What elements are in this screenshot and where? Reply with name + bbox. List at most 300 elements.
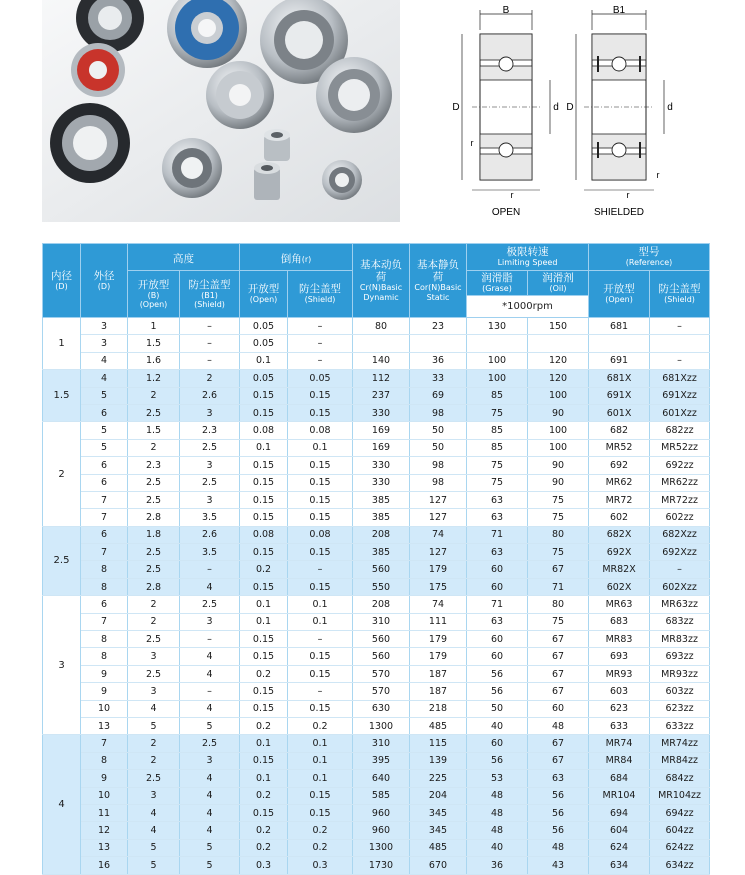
cell-dynamic-load: 960 [353, 822, 410, 839]
cell-dynamic-load: 237 [353, 387, 410, 404]
cell-height-open: 2.5 [128, 665, 180, 682]
cell-speed-grease: 48 [467, 804, 528, 821]
header-outer-en: (D) [97, 281, 111, 291]
header-chamfer-open-cn: 开放型 [247, 283, 280, 296]
cell-chamfer-open: 0.2 [240, 665, 288, 682]
header-speed [467, 244, 589, 271]
cell-chamfer-shield: 0.1 [288, 596, 353, 613]
cell-speed-grease: 130 [467, 318, 528, 335]
cell-chamfer-shield: – [288, 352, 353, 369]
cell-speed-grease: 63 [467, 544, 528, 561]
cell-static-load: 98 [410, 457, 467, 474]
cell-speed-oil: 75 [528, 613, 589, 630]
cell-ref-open: 682X [589, 526, 650, 543]
cell-ref-shield: MR93zz [650, 665, 710, 682]
cell-chamfer-open: 0.15 [240, 491, 288, 508]
cell-speed-grease: 63 [467, 613, 528, 630]
cell-chamfer-open: 0.15 [240, 544, 288, 561]
header-dynamic [353, 244, 410, 318]
table-row [43, 857, 710, 874]
cell-ref-open: 691 [589, 352, 650, 369]
table-row [43, 683, 710, 700]
cell-height-open: 2 [128, 752, 180, 769]
cell-chamfer-shield: 0.15 [288, 509, 353, 526]
cell-static-load: 179 [410, 631, 467, 648]
cell-speed-grease: 60 [467, 735, 528, 752]
cell-speed-oil: 100 [528, 439, 589, 456]
cell-height-shield: 2.6 [180, 387, 240, 404]
cell-outer-dia: 3 [81, 335, 128, 352]
cell-outer-dia: 7 [81, 613, 128, 630]
cell-dynamic-load: 385 [353, 509, 410, 526]
cell-chamfer-shield: 0.15 [288, 700, 353, 717]
cell-speed-oil: 67 [528, 683, 589, 700]
cell-speed-grease: 75 [467, 404, 528, 421]
header-height-shield [180, 271, 240, 318]
header-bore [43, 244, 81, 318]
cell-speed-oil [528, 335, 589, 352]
cell-outer-dia: 5 [81, 439, 128, 456]
cell-ref-shield: MR74zz [650, 735, 710, 752]
cell-dynamic-load: 570 [353, 683, 410, 700]
cell-chamfer-shield: 0.15 [288, 387, 353, 404]
cell-outer-dia: 9 [81, 770, 128, 787]
header-outer [81, 244, 128, 318]
cell-height-shield: 2.5 [180, 596, 240, 613]
cell-ref-open: MR84 [589, 752, 650, 769]
cell-outer-dia: 13 [81, 717, 128, 734]
cell-ref-shield: MR104zz [650, 787, 710, 804]
cell-static-load: 127 [410, 491, 467, 508]
table-row [43, 509, 710, 526]
cell-outer-dia: 6 [81, 474, 128, 491]
cell-height-open: 2.8 [128, 509, 180, 526]
cell-height-open: 3 [128, 648, 180, 665]
cell-chamfer-shield: 0.2 [288, 839, 353, 856]
cell-speed-oil: 80 [528, 596, 589, 613]
cell-chamfer-open: 0.15 [240, 804, 288, 821]
cell-height-open: 5 [128, 839, 180, 856]
cell-ref-open: 601X [589, 404, 650, 421]
cell-outer-dia: 6 [81, 526, 128, 543]
cell-height-open: 2 [128, 596, 180, 613]
cell-chamfer-open: 0.2 [240, 839, 288, 856]
cell-dynamic-load: 385 [353, 544, 410, 561]
table-row [43, 561, 710, 578]
header-dynamic-en: Cr(N)Basic Dynamic [359, 283, 403, 302]
cell-ref-shield: 694zz [650, 804, 710, 821]
cell-dynamic-load: 330 [353, 457, 410, 474]
cell-ref-shield [650, 335, 710, 352]
cell-ref-shield: 684zz [650, 770, 710, 787]
cell-chamfer-open: 0.2 [240, 822, 288, 839]
cell-speed-grease: 48 [467, 822, 528, 839]
cell-height-shield: 3 [180, 613, 240, 630]
header-height-cn: 高度 [173, 252, 194, 265]
cell-chamfer-open: 0.2 [240, 787, 288, 804]
cell-speed-oil: 67 [528, 631, 589, 648]
cell-speed-oil: 71 [528, 578, 589, 595]
cell-chamfer-open: 0.15 [240, 578, 288, 595]
open-width-label: B [502, 5, 510, 16]
cell-speed-grease: 56 [467, 683, 528, 700]
cell-ref-open: 603 [589, 683, 650, 700]
table-row [43, 631, 710, 648]
cell-chamfer-shield: 0.2 [288, 822, 353, 839]
table-row [43, 665, 710, 682]
header-ref-cn: 型号 [638, 246, 660, 259]
table-row [43, 770, 710, 787]
header-chamfer [240, 244, 353, 271]
cell-speed-grease: 56 [467, 752, 528, 769]
cell-speed-oil: 43 [528, 857, 589, 874]
cell-static-load: 225 [410, 770, 467, 787]
cell-height-shield: 4 [180, 648, 240, 665]
cell-dynamic-load: 1300 [353, 839, 410, 856]
cell-dynamic-load: 140 [353, 352, 410, 369]
cell-height-open: 1.2 [128, 370, 180, 387]
header-static-en: Cor(N)Basic Static [414, 283, 462, 302]
header-ref-open-cn: 开放型 [603, 283, 635, 296]
cell-ref-open: 634 [589, 857, 650, 874]
cell-outer-dia: 3 [81, 318, 128, 335]
cell-bore: 1.5 [43, 370, 81, 422]
cell-static-load: 36 [410, 352, 467, 369]
cell-chamfer-shield: – [288, 561, 353, 578]
cell-dynamic-load: 208 [353, 526, 410, 543]
cell-chamfer-shield: 0.08 [288, 526, 353, 543]
header-static [410, 244, 467, 318]
cell-chamfer-open: 0.2 [240, 717, 288, 734]
cell-outer-dia: 8 [81, 631, 128, 648]
cell-speed-grease: 85 [467, 387, 528, 404]
cell-chamfer-open: 0.05 [240, 335, 288, 352]
header-grease-en: (Grase) [482, 284, 512, 294]
table-row [43, 335, 710, 352]
cell-speed-oil: 75 [528, 509, 589, 526]
cell-ref-shield: MR83zz [650, 631, 710, 648]
cell-speed-oil: 67 [528, 752, 589, 769]
header-bore-cn: 内径 [51, 269, 72, 282]
cell-dynamic-load: 560 [353, 648, 410, 665]
cell-static-load: 111 [410, 613, 467, 630]
cell-static-load: 187 [410, 665, 467, 682]
cell-dynamic-load: 208 [353, 596, 410, 613]
cell-outer-dia: 16 [81, 857, 128, 874]
cell-ref-open: MR72 [589, 491, 650, 508]
cell-bore: 3 [43, 596, 81, 735]
cell-outer-dia: 4 [81, 370, 128, 387]
cell-chamfer-shield: – [288, 318, 353, 335]
table-body [43, 318, 710, 875]
table-row [43, 318, 710, 335]
cell-height-open: 2.5 [128, 631, 180, 648]
cell-ref-shield: – [650, 352, 710, 369]
cell-ref-open: MR63 [589, 596, 650, 613]
cell-ref-shield: 682Xzz [650, 526, 710, 543]
table-row [43, 387, 710, 404]
cell-height-open: 5 [128, 857, 180, 874]
cell-height-open: 2.5 [128, 561, 180, 578]
bearing-drawings [432, 0, 732, 222]
header-ref-shield [650, 271, 710, 318]
cell-static-load: 23 [410, 318, 467, 335]
cell-dynamic-load: 169 [353, 439, 410, 456]
cell-chamfer-open: 0.1 [240, 735, 288, 752]
cell-static-load: 179 [410, 648, 467, 665]
cell-dynamic-load: 169 [353, 422, 410, 439]
cell-ref-shield: – [650, 318, 710, 335]
cell-speed-grease: 100 [467, 370, 528, 387]
shielded-chamfer-label-b: r [626, 190, 630, 200]
cell-dynamic-load: 112 [353, 370, 410, 387]
cell-outer-dia: 8 [81, 648, 128, 665]
cell-height-shield: 2 [180, 370, 240, 387]
cell-chamfer-shield: 0.15 [288, 804, 353, 821]
table-row [43, 404, 710, 421]
table-row [43, 526, 710, 543]
cell-ref-open: 684 [589, 770, 650, 787]
cell-outer-dia: 7 [81, 544, 128, 561]
cell-dynamic-load: 630 [353, 700, 410, 717]
cell-speed-oil: 100 [528, 422, 589, 439]
cell-outer-dia: 7 [81, 735, 128, 752]
shielded-caption: SHIELDED [593, 207, 645, 218]
cell-outer-dia: 11 [81, 804, 128, 821]
table-row [43, 439, 710, 456]
shielded-drawing [576, 10, 664, 190]
cell-speed-oil: 90 [528, 404, 589, 421]
header-height-shield-en2: (Shield) [194, 300, 225, 310]
cell-speed-grease: 63 [467, 509, 528, 526]
cell-height-shield: 4 [180, 578, 240, 595]
cell-height-shield: 3 [180, 457, 240, 474]
cell-dynamic-load: 310 [353, 613, 410, 630]
cell-ref-shield: – [650, 561, 710, 578]
cell-height-open: 2.5 [128, 404, 180, 421]
cell-ref-shield: 623zz [650, 700, 710, 717]
header-oil-cn: 润滑剂 [542, 272, 574, 285]
cell-static-load: 218 [410, 700, 467, 717]
cell-outer-dia: 13 [81, 839, 128, 856]
cell-height-shield: 4 [180, 665, 240, 682]
cell-bore: 2 [43, 422, 81, 526]
cell-bore: 1 [43, 318, 81, 370]
cell-height-open: 3 [128, 683, 180, 700]
cell-dynamic-load: 1730 [353, 857, 410, 874]
cell-ref-shield: 601Xzz [650, 404, 710, 421]
header-height-shield-cn: 防尘盖型 [188, 278, 231, 291]
cell-ref-shield: 691Xzz [650, 387, 710, 404]
cell-speed-oil: 56 [528, 787, 589, 804]
header-ref-shield-en: (Shield) [664, 295, 695, 305]
cell-static-load: 98 [410, 474, 467, 491]
cell-static-load: 127 [410, 544, 467, 561]
cell-ref-shield: MR72zz [650, 491, 710, 508]
cell-height-open: 2 [128, 387, 180, 404]
cell-outer-dia: 7 [81, 509, 128, 526]
cell-height-open: 2 [128, 613, 180, 630]
cell-static-load: 98 [410, 404, 467, 421]
cell-chamfer-shield: 0.05 [288, 370, 353, 387]
cell-chamfer-shield: 0.15 [288, 578, 353, 595]
cell-height-shield: 2.5 [180, 439, 240, 456]
cell-ref-open: 604 [589, 822, 650, 839]
table-row [43, 596, 710, 613]
table-row [43, 752, 710, 769]
cell-chamfer-shield: 0.1 [288, 613, 353, 630]
cell-speed-grease: 100 [467, 352, 528, 369]
header-height-open-cn: 开放型 [137, 278, 170, 291]
cell-dynamic-load: 550 [353, 578, 410, 595]
cell-chamfer-shield: 0.15 [288, 544, 353, 561]
header-ref-open [589, 271, 650, 318]
cell-height-shield: 4 [180, 770, 240, 787]
header-ref-en: (Reference) [625, 258, 673, 268]
cell-speed-oil: 48 [528, 839, 589, 856]
cell-static-load: 670 [410, 857, 467, 874]
cell-height-open: 2 [128, 735, 180, 752]
cell-height-shield: 5 [180, 839, 240, 856]
cell-height-shield: 4 [180, 804, 240, 821]
cell-ref-shield: 603zz [650, 683, 710, 700]
cell-static-load: 74 [410, 596, 467, 613]
cell-ref-open: 693 [589, 648, 650, 665]
cell-chamfer-open: 0.15 [240, 700, 288, 717]
cell-speed-grease: 56 [467, 665, 528, 682]
cell-height-shield: – [180, 561, 240, 578]
cell-speed-grease: 71 [467, 526, 528, 543]
cell-chamfer-open: 0.15 [240, 752, 288, 769]
cell-static-load: 485 [410, 717, 467, 734]
header-dynamic-cn: 基本动负荷 [360, 259, 402, 284]
cell-height-open: 2.5 [128, 544, 180, 561]
cell-static-load: 175 [410, 578, 467, 595]
table-row [43, 648, 710, 665]
header-chamfer-cn: 倒角 [280, 252, 302, 265]
cell-dynamic-load: 385 [353, 491, 410, 508]
cell-ref-open: 692 [589, 457, 650, 474]
cell-height-open: 2.5 [128, 491, 180, 508]
cell-height-shield: 5 [180, 857, 240, 874]
header-oil-en: (Oil) [549, 284, 567, 294]
cell-ref-open: 624 [589, 839, 650, 856]
cell-ref-shield: 634zz [650, 857, 710, 874]
cell-chamfer-shield: 0.15 [288, 474, 353, 491]
cell-height-open: 5 [128, 717, 180, 734]
cell-chamfer-shield: 0.15 [288, 787, 353, 804]
cell-speed-oil: 75 [528, 544, 589, 561]
cell-dynamic-load: 310 [353, 735, 410, 752]
cell-chamfer-open: 0.08 [240, 422, 288, 439]
cell-speed-grease: 40 [467, 839, 528, 856]
cell-outer-dia: 8 [81, 561, 128, 578]
cell-ref-open: MR93 [589, 665, 650, 682]
cell-ref-open: MR62 [589, 474, 650, 491]
header-chamfer-shield-en: (Shield) [304, 295, 336, 305]
cell-chamfer-shield: 0.15 [288, 665, 353, 682]
cell-outer-dia: 9 [81, 665, 128, 682]
cell-height-open: 1.5 [128, 422, 180, 439]
cell-static-load: 127 [410, 509, 467, 526]
cell-height-open: 2.5 [128, 474, 180, 491]
cell-speed-grease: 36 [467, 857, 528, 874]
cell-speed-oil: 150 [528, 318, 589, 335]
cell-chamfer-open: 0.1 [240, 352, 288, 369]
cell-outer-dia: 4 [81, 352, 128, 369]
cell-ref-open: 694 [589, 804, 650, 821]
cell-speed-grease [467, 335, 528, 352]
cell-speed-grease: 60 [467, 561, 528, 578]
cell-dynamic-load: 570 [353, 665, 410, 682]
open-caption: OPEN [491, 207, 521, 218]
cell-height-shield: 4 [180, 787, 240, 804]
table-row [43, 700, 710, 717]
cell-dynamic-load [353, 335, 410, 352]
header-grease-cn: 润滑脂 [481, 272, 513, 285]
table-row [43, 491, 710, 508]
cell-height-open: 2.5 [128, 770, 180, 787]
cell-height-shield: 2.5 [180, 735, 240, 752]
cell-chamfer-open: 0.05 [240, 318, 288, 335]
cell-ref-open: MR104 [589, 787, 650, 804]
cell-static-load: 204 [410, 787, 467, 804]
shielded-width-label: B1 [612, 5, 626, 16]
shielded-chamfer-label-a: r [656, 170, 660, 180]
cell-ref-open: 681 [589, 318, 650, 335]
header-speed-en: Limiting Speed [497, 258, 558, 268]
table-row [43, 352, 710, 369]
shielded-outer-dia-label: D [566, 102, 574, 113]
open-chamfer-label-a: r [470, 138, 474, 148]
cell-ref-open: 633 [589, 717, 650, 734]
header-speed-unit: *1000rpm [467, 296, 589, 318]
cell-ref-shield: 693zz [650, 648, 710, 665]
shielded-bore-label: d [667, 102, 673, 113]
cell-ref-shield: 602Xzz [650, 578, 710, 595]
cell-ref-open: 692X [589, 544, 650, 561]
cell-ref-open: 691X [589, 387, 650, 404]
cell-ref-open: 682 [589, 422, 650, 439]
cell-speed-grease: 71 [467, 596, 528, 613]
bearings-photo-art [42, 0, 400, 222]
cell-speed-grease: 85 [467, 439, 528, 456]
header-chamfer-shield [288, 271, 353, 318]
cell-chamfer-shield: 0.1 [288, 439, 353, 456]
cell-height-open: 1.5 [128, 335, 180, 352]
cell-static-load: 179 [410, 561, 467, 578]
cell-speed-grease: 50 [467, 700, 528, 717]
cell-ref-open: MR83 [589, 631, 650, 648]
cell-chamfer-shield: 0.2 [288, 717, 353, 734]
cell-dynamic-load: 330 [353, 474, 410, 491]
cell-height-shield: 2.5 [180, 474, 240, 491]
table-row [43, 474, 710, 491]
cell-speed-oil: 90 [528, 474, 589, 491]
cell-static-load: 74 [410, 526, 467, 543]
cell-speed-grease: 53 [467, 770, 528, 787]
cell-chamfer-shield: – [288, 631, 353, 648]
cell-speed-oil: 80 [528, 526, 589, 543]
header-speed-cn: 极限转速 [506, 246, 549, 259]
cell-height-shield: 2.6 [180, 526, 240, 543]
cell-dynamic-load: 585 [353, 787, 410, 804]
cell-speed-oil: 60 [528, 700, 589, 717]
table-row [43, 839, 710, 856]
table-row [43, 578, 710, 595]
cell-chamfer-open: 0.1 [240, 596, 288, 613]
cell-height-open: 4 [128, 804, 180, 821]
